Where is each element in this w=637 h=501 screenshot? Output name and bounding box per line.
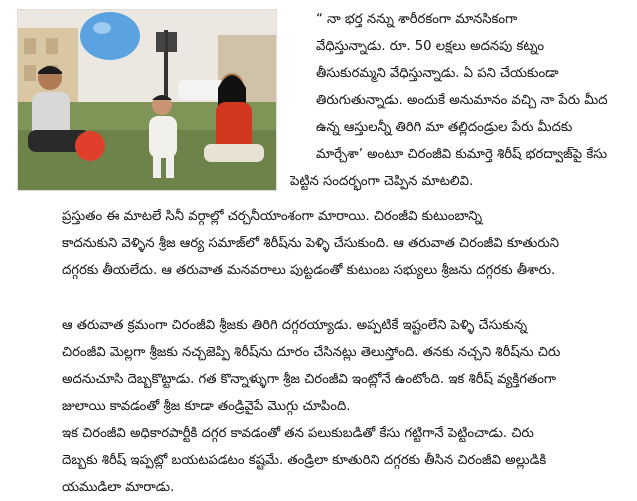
text-line: ప్రస్తుతం ఈ మాటలే సినీ వర్గాల్లో చర్చనీయాంశంగా మారాయి. చిరంజీవి కుటుంబాన్ని (62, 209, 483, 224)
text-line: “ నా భర్త నన్ను శారీరకంగా మానసికంగా (316, 12, 518, 27)
text-line: వేధిస్తున్నాడు. రూ. 50 లక్షలు అదనపు కట్నం (316, 39, 545, 54)
text-line: కాదనుకుని వెళ్ళిన శ్రీజ ఆర్య సమాజ్‌లో శిరీష్‌ను పెళ్ళి చేసుకుంది. ఆ తరువాత చిరంజీవి కూతురుని (62, 236, 560, 251)
paragraph-4 (62, 420, 628, 501)
text-line: తీసుకురమ్మని వేధిస్తున్నాడు. ఏ పని చేయకుండా (316, 66, 559, 81)
quote-paragraph-end (290, 168, 628, 195)
text-line: ఉన్న ఆస్తులన్నీ తిరిగి మా తల్లిదండ్రుల పేరు మీదకు (316, 120, 573, 135)
text-line: పెట్టిన సందర్భంగా చెప్పిన మాటలివి. (290, 174, 474, 189)
text-line: అదనుచూసి దెబ్బకొట్టాడు. గత కొన్నాళ్ళుగా శ్రీజ చిరంజీవి ఇంట్లోనే ఉంటోంది. ఇక శిరీష్ వ్యక్తిగతంగా (62, 372, 557, 387)
text-line: యముడిలా మారాడు. (62, 480, 175, 495)
text-line: మార్చేశా’ అంటూ చిరంజీవి కుమార్తె శిరీష్ భరద్వాజ్‌పై కేసు (316, 147, 608, 162)
paragraph-3 (62, 312, 628, 420)
text-line: చిరంజీవి మెల్లగా శ్రీజకు నచ్చజెప్పి శిరీష్‌ను దూరం చేసినట్లు తెలుస్తోంది. తనకు నచ్చని శిరీష్‌ను చిరు (62, 345, 561, 360)
text-line: దెబ్బకు శిరీష్ ఇప్పట్లో బయటపడటం కష్టమే. తండ్రిలా కూతురిని దగ్గరకు తీసిన చిరంజీవి అల్లుడికి (62, 453, 547, 468)
text-line: తిరుగుతున్నాడు. అందుకే అనుమానం వచ్చి నా పేరు మీద (316, 93, 608, 108)
quote-paragraph (290, 6, 628, 168)
text-line: జులాయి కావడంతో శ్రీజ కూడా తండ్రివైపే మొగ్గు చూపింది. (62, 399, 351, 414)
text-line: ఇక చిరంజీవి అధికారపార్టీకి దగ్గర కావడంతో తన పలుకుబడితో కేసు గట్టిగానే పెట్టించాడు. చిరు (62, 426, 534, 441)
text-line: ఆ తరువాత క్రమంగా చిరంజీవి శ్రీజకు తిరిగి దగ్గరయ్యాడు. అప్పటికే ఇష్టంలేని పెళ్ళి చేసుకున్న (62, 318, 528, 333)
text-line: దగ్గరకు తీయలేదు. ఆ తరువాత మనవరాలు పుట్టడంతో కుటుంబ సభ్యులు శ్రీజను దగ్గరకు తీశారు. (62, 263, 556, 278)
family-photo (17, 9, 277, 191)
paragraph-2 (62, 203, 628, 284)
